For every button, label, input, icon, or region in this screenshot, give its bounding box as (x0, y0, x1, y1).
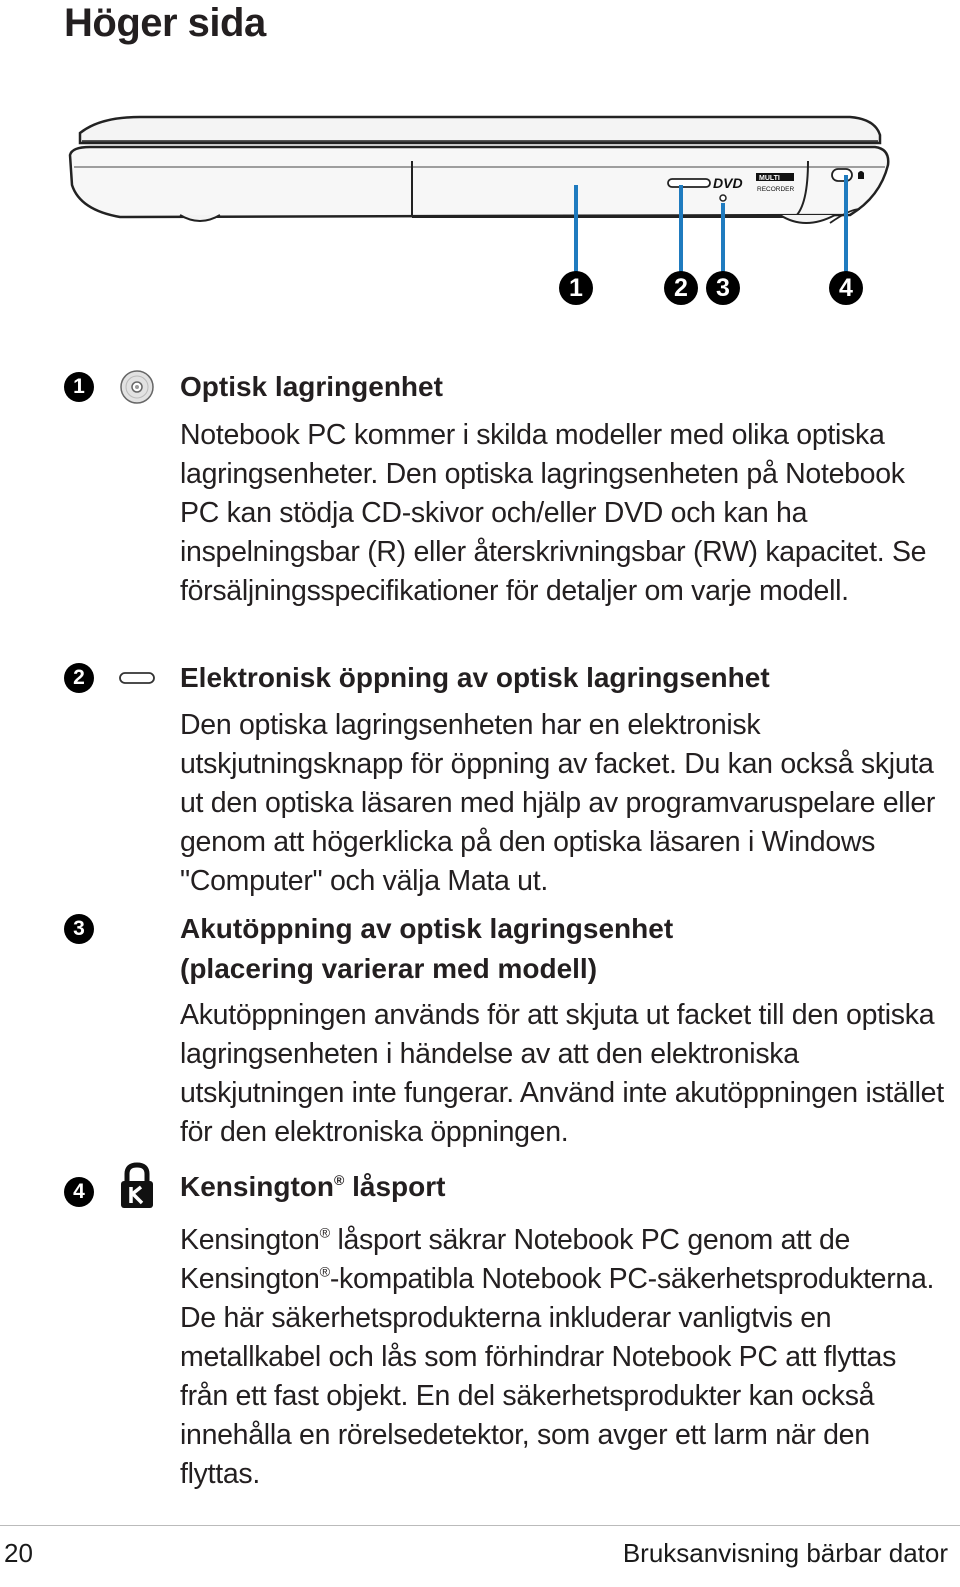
laptop-right-side-figure (60, 105, 900, 325)
item-3-heading-line2: (placering varierar med modell) (180, 953, 598, 984)
item-4-body-registered1: ® (319, 1225, 330, 1242)
callout-1: 1 (559, 271, 593, 305)
item-4-heading-brand: Kensington (180, 1171, 334, 1202)
optical-disc-icon (118, 368, 156, 411)
drive-badge-top: MULTI (759, 175, 780, 182)
item-2-number: 2 (64, 663, 94, 693)
item-2-body (180, 706, 950, 901)
kensington-lock-icon (118, 1162, 156, 1215)
item-4-heading-registered: ® (334, 1171, 345, 1188)
eject-button-icon (118, 670, 156, 691)
item-4-number: 4 (64, 1177, 94, 1207)
callout-3: 3 (706, 271, 740, 305)
laptop-illustration (60, 105, 900, 325)
page-title: Höger sida (64, 1, 266, 45)
item-3-heading-line1: Akutöppning av optisk lagringsenhet (180, 913, 674, 944)
item-4-heading (180, 1167, 940, 1207)
item-4-heading-rest: låsport (344, 1171, 446, 1202)
item-3-body-text: Akutöppningen används för att skjuta ut facket till den optiska lagringsenheten i händelse av att den elektroniska utskjutningen inte fungerar. Använd inte akutöppningen istället för den elektroniska öppningen. (180, 999, 944, 1148)
item-4-body-text (180, 1221, 950, 1494)
item-4-body-registered2: ® (319, 1264, 330, 1281)
page-number: 20 (4, 1538, 33, 1568)
item-1-body-text: Notebook PC kommer i skilda modeller med olika optiska lagringsenheter. Den optiska lagringsenheten på Notebook PC kan stödja CD-skivor och/eller DVD och kan ha inspelningsbar (R) eller återskrivningsbar (RW) kapacitet. Se försäljningsspecifikationer för detaljer om varje modell. (180, 419, 927, 607)
item-4-body-part1: Kensington (180, 1224, 320, 1256)
item-1-body (180, 416, 950, 611)
item-2-body-text: Den optiska lagringsenheten har en elektronisk utskjutningsknapp för öppning av facket. Du kan också skjuta ut den optiska läsaren med hjälp av programvaruspelare eller genom att högerklicka på den optiska läsaren i Windows "Computer" och välja Mata ut. (180, 709, 936, 897)
item-4-body (180, 1221, 950, 1494)
item-3-heading (180, 909, 940, 989)
item-4-body-part3: -kompatibla Notebook PC-säkerhetsprodukterna. De här säkerhetsprodukterna inkluderar vanligtvis en metallkabel och lås som förhindrar Notebook PC att flyttas från ett fast objekt. En del säkerhetsprodukter kan också innehålla en rörelsedetektor, som avger ett larm när den flyttas. (180, 1263, 935, 1490)
footer-divider (0, 1525, 960, 1526)
drive-badge-bottom: RECORDER (757, 186, 795, 193)
callout-4: 4 (829, 271, 863, 305)
item-1-number: 1 (64, 372, 94, 402)
item-4-body-part2: låsport säkrar Notebook PC genom att de Kensington (180, 1224, 851, 1295)
footer-title: Bruksanvisning bärbar dator (622, 1538, 948, 1568)
item-3-body (180, 996, 950, 1152)
item-1-heading: Optisk lagringenhet (180, 371, 443, 402)
item-2-heading: Elektronisk öppning av optisk lagringsenhet (180, 662, 770, 693)
drive-logo: DVD (713, 175, 743, 191)
eject-slot-shape (668, 179, 710, 187)
item-3-number: 3 (64, 914, 94, 944)
callout-2: 2 (664, 271, 698, 305)
